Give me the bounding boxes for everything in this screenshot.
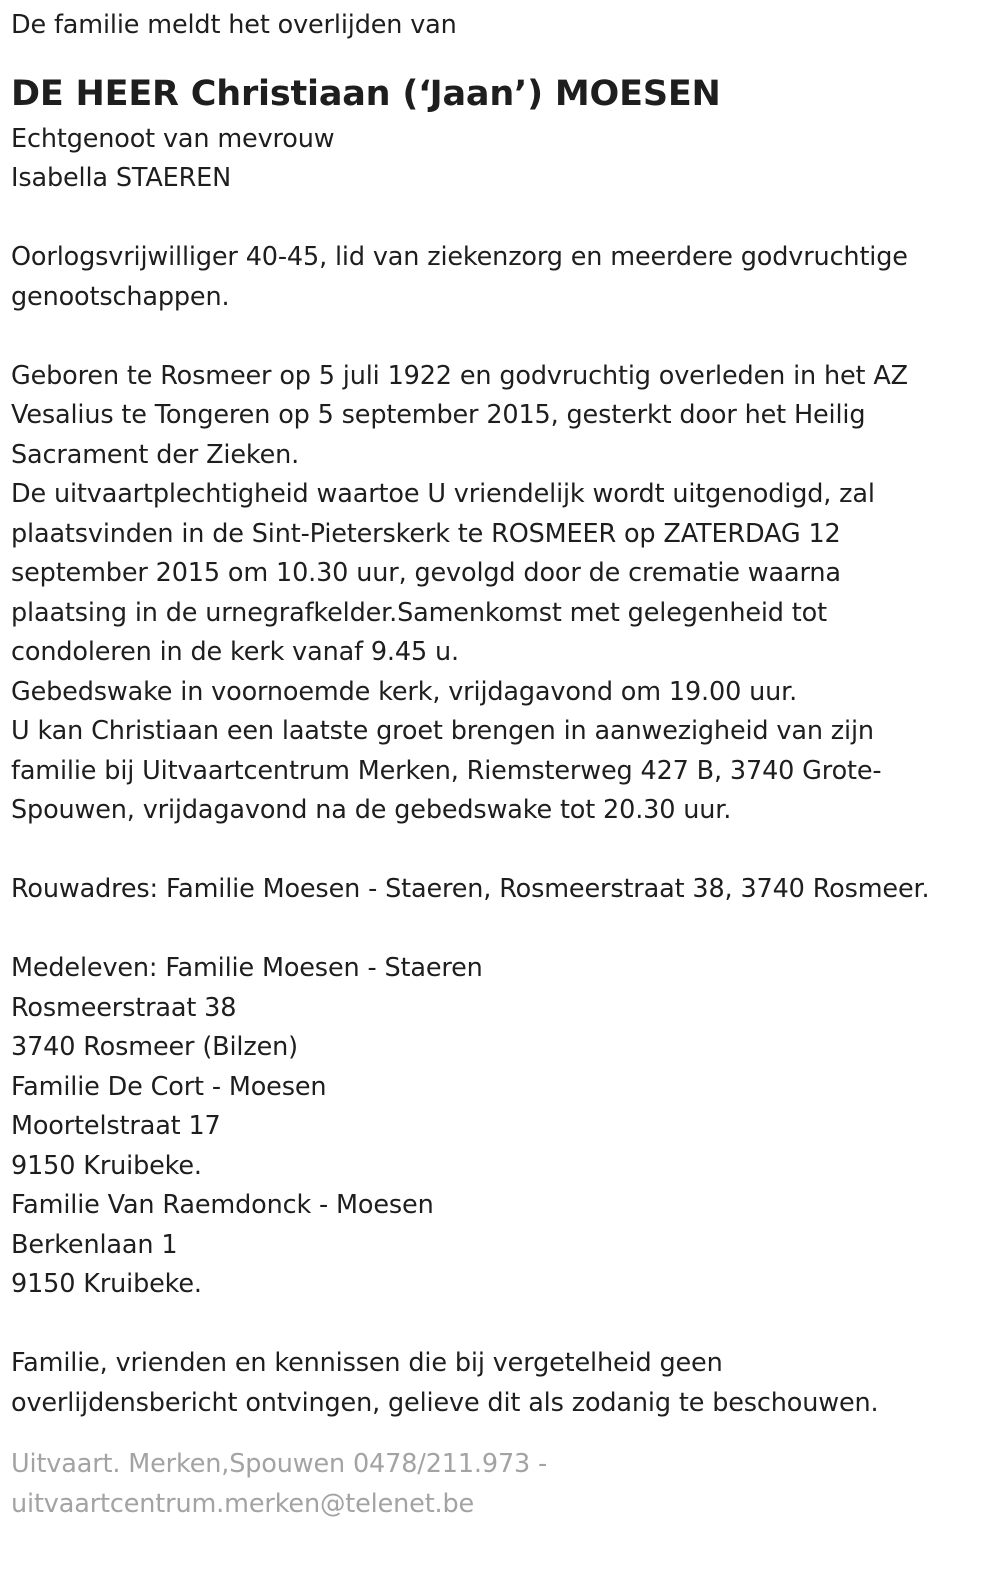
rouwadres-line: Rouwadres: Familie Moesen - Staeren, Rosmeerstraat 38, 3740 Rosmeer. [11,874,930,904]
spouse-line: Echtgenoot van mevrouw [11,123,335,154]
medeleven-line: Familie De Cort - Moesen [11,1071,327,1102]
closing-line: overlijdensbericht ontvingen, gelieve dit als zodanig te beschouwen. [11,1387,879,1418]
deceased-name-title: DE HEER Christiaan (‘Jaan’) MOESEN [11,73,721,114]
affiliations-line: Oorlogsvrijwilliger 40-45, lid van ziekenzorg en meerdere godvruchtige [11,242,908,272]
undertaker-footer [11,1445,991,1524]
spacer [11,199,991,239]
details-block [11,357,991,831]
footer-email-line: uitvaartcentrum.merken@telenet.be [11,1488,475,1519]
affiliations-line: genootschappen. [11,281,230,312]
closing-line: Familie, vrienden en kennissen die bij vergetelheid geen [11,1348,723,1378]
details-line: familie bij Uitvaartcentrum Merken, Riemsterweg 427 B, 3740 Grote- [11,755,882,786]
spacer [11,1305,991,1345]
spacer [11,317,991,357]
details-line: plaatsing in de urnegrafkelder.Samenkomst met gelegenheid tot [11,597,827,628]
footer-phone-line: Uitvaart. Merken,Spouwen 0478/211.973 - [11,1449,548,1479]
medeleven-line: Berkenlaan 1 [11,1229,178,1260]
spouse-block [11,120,991,199]
medeleven-line: 3740 Rosmeer (Bilzen) [11,1032,298,1062]
affiliations-block [11,238,991,317]
details-line: U kan Christiaan een laatste groet brengen in aanwezigheid van zijn [11,716,874,746]
details-line: plaatsvinden in de Sint-Pieterskerk te ROSMEER op ZATERDAG 12 [11,518,841,549]
details-line: Gebedswake in voornoemde kerk, vrijdagavond om 19.00 uur. [11,676,798,707]
details-line: condoleren in de kerk vanaf 9.45 u. [11,637,459,667]
closing-block [11,1344,991,1423]
medeleven-line: Moortelstraat 17 [11,1111,221,1141]
medeleven-line: 9150 Kruibeke. [11,1150,202,1181]
medeleven-line: Rosmeerstraat 38 [11,992,237,1023]
intro-text: De familie meldt het overlijden van [11,10,457,40]
medeleven-block [11,949,991,1305]
details-line: Vesalius te Tongeren op 5 september 2015, gesterkt door het Heilig [11,400,866,430]
details-line: september 2015 om 10.30 uur, gevolgd door de crematie waarna [11,558,841,588]
death-notice [11,6,991,1524]
details-line: Spouwen, vrijdagavond na de gebedswake tot 20.30 uur. [11,795,732,825]
spouse-name: Isabella STAEREN [11,163,232,193]
medeleven-line: Familie Van Raemdonck - Moesen [11,1190,434,1220]
details-line: Geboren te Rosmeer op 5 juli 1922 en godvruchtig overleden in het AZ [11,360,908,391]
spacer [11,831,991,871]
medeleven-line: Medeleven: Familie Moesen - Staeren [11,953,483,983]
details-line: De uitvaartplechtigheid waartoe U vriendelijk wordt uitgenodigd, zal [11,479,875,509]
spacer [11,910,991,950]
medeleven-line: 9150 Kruibeke. [11,1269,202,1299]
details-line: Sacrament der Zieken. [11,439,300,470]
